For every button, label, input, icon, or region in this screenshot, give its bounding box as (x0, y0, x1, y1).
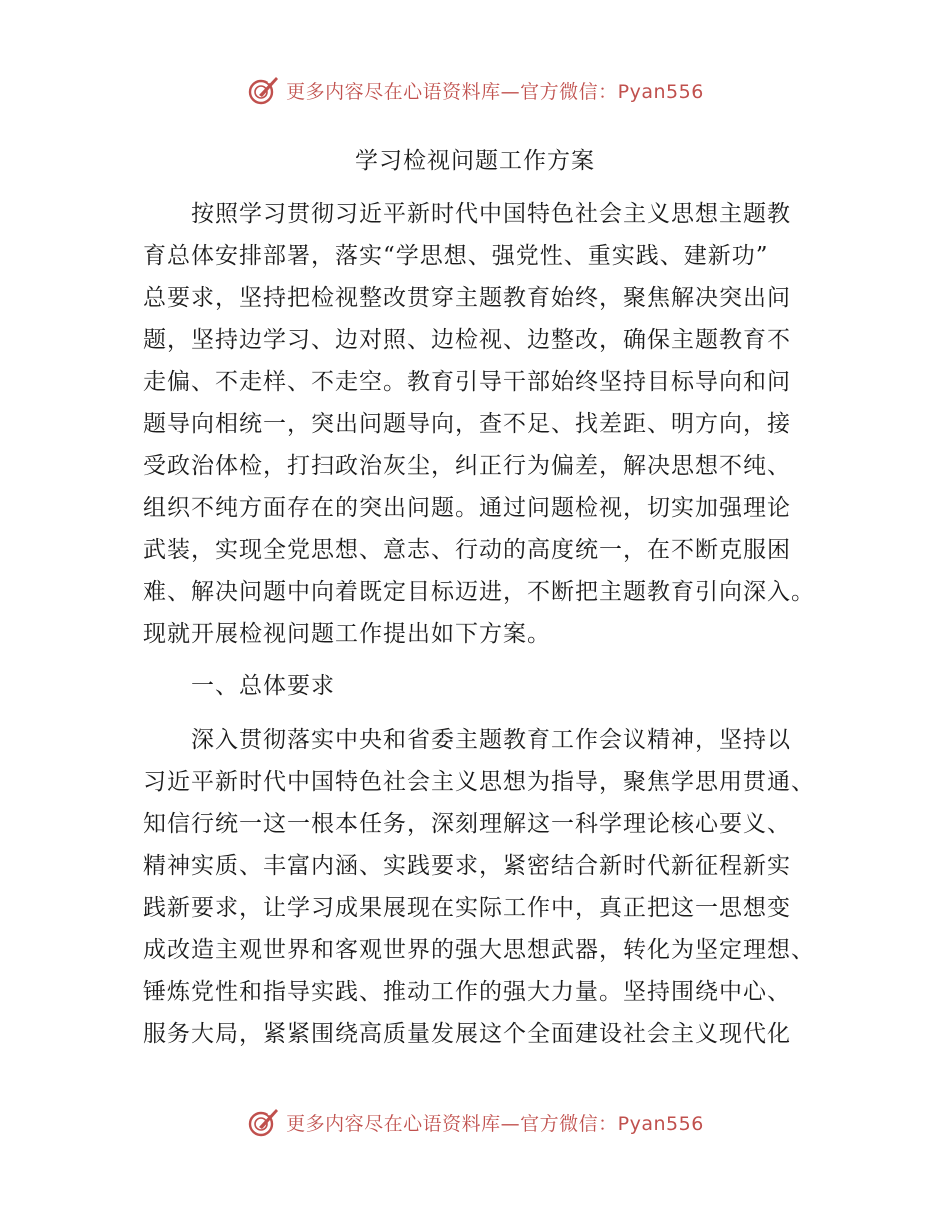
paragraph-line: 武装，实现全党思想、意志、行动的高度统一，在不断克服困 (143, 537, 791, 563)
paragraph-line: 服务大局，紧紧围绕高质量发展这个全面建设社会主义现代化 (143, 1021, 791, 1047)
paragraph-line: 受政治体检，打扫政治灰尘，纠正行为偏差，解决思想不纯、 (143, 453, 791, 479)
paragraph-line: 精神实质、丰富内涵、实践要求，紧密结合新时代新征程新实 (143, 853, 791, 879)
paragraph-line: 总要求，坚持把检视整改贯穿主题教育始终，聚焦解决突出问 (143, 285, 791, 311)
intro-paragraph (143, 193, 823, 655)
section-heading-text: 一、总体要求 (191, 673, 335, 699)
paragraph-line: 践新要求，让学习成果展现在实际工作中，真正把这一思想变 (143, 895, 791, 921)
watermark-text: 更多内容尽在心语资料库—官方微信：Pyan556 (286, 80, 704, 103)
quill-logo-icon (246, 1105, 280, 1139)
paragraph-line: 走偏、不走样、不走空。教育引导干部始终坚持目标导向和问 (143, 369, 791, 395)
footer-watermark (0, 1102, 950, 1142)
quill-logo-icon (246, 73, 280, 107)
document-title: 学习检视问题工作方案 (355, 148, 595, 174)
paragraph-line: 组织不纯方面存在的突出问题。通过问题检视，切实加强理论 (143, 495, 791, 521)
paragraph-line: 题导向相统一，突出问题导向，查不足、找差距、明方向，接 (143, 411, 791, 437)
header-watermark (0, 70, 950, 110)
paragraph-line: 深入贯彻落实中央和省委主题教育工作会议精神，坚持以 (191, 727, 791, 753)
section-heading (143, 665, 823, 707)
paragraph-line: 按照学习贯彻习近平新时代中国特色社会主义思想主题教 (191, 201, 791, 227)
requirements-paragraph (143, 719, 823, 1055)
paragraph-line: 难、解决问题中向着既定目标迈进，不断把主题教育引向深入。 (143, 579, 815, 605)
paragraph-line: 现就开展检视问题工作提出如下方案。 (143, 621, 551, 647)
paragraph-line: 习近平新时代中国特色社会主义思想为指导，聚焦学思用贯通、 (143, 769, 815, 795)
paragraph-line: 锤炼党性和指导实践、推动工作的强大力量。坚持围绕中心、 (143, 979, 791, 1005)
paragraph-line: 成改造主观世界和客观世界的强大思想武器，转化为坚定理想、 (143, 937, 815, 963)
paragraph-line: 育总体安排部署，落实“学思想、强党性、重实践、建新功” (143, 243, 769, 269)
paragraph-line: 题，坚持边学习、边对照、边检视、边整改，确保主题教育不 (143, 327, 791, 353)
paragraph-line: 知信行统一这一根本任务，深刻理解这一科学理论核心要义、 (143, 811, 791, 837)
watermark-text: 更多内容尽在心语资料库—官方微信：Pyan556 (286, 1112, 704, 1135)
